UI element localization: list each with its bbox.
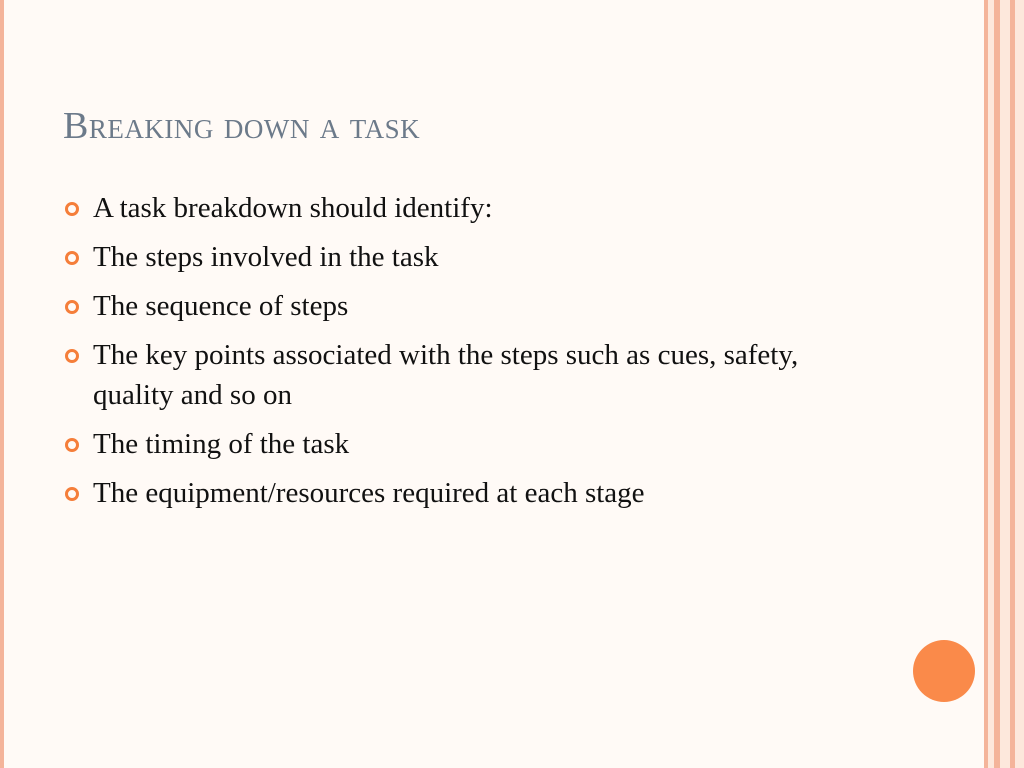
bullet-item (62, 424, 882, 464)
circle-bullet-icon (65, 202, 79, 216)
bullet-list (62, 188, 882, 522)
circle-bullet-icon (65, 487, 79, 501)
bullet-text: The sequence of steps (93, 290, 349, 322)
left-border (0, 0, 4, 768)
bullet-item (62, 237, 882, 277)
circle-bullet-icon (65, 349, 79, 363)
right-stripe (1015, 0, 1024, 768)
circle-bullet-icon (65, 438, 79, 452)
bullet-text: A task breakdown should identify: (93, 192, 493, 224)
bullet-item (62, 335, 882, 415)
orange-circle-icon (913, 640, 975, 702)
bullet-text: The steps involved in the task (93, 241, 439, 273)
bullet-text: The key points associated with the steps such as cues, safety, quality and so on (93, 339, 799, 411)
circle-bullet-icon (65, 251, 79, 265)
slide-title: Breaking down a task (63, 105, 421, 147)
bullet-text: The timing of the task (93, 428, 350, 460)
bullet-item (62, 188, 882, 228)
bullet-item (62, 286, 882, 326)
bullet-item (62, 473, 882, 513)
circle-bullet-icon (65, 300, 79, 314)
bullet-text: The equipment/resources required at each stage (93, 477, 645, 509)
right-stripe (1000, 0, 1010, 768)
